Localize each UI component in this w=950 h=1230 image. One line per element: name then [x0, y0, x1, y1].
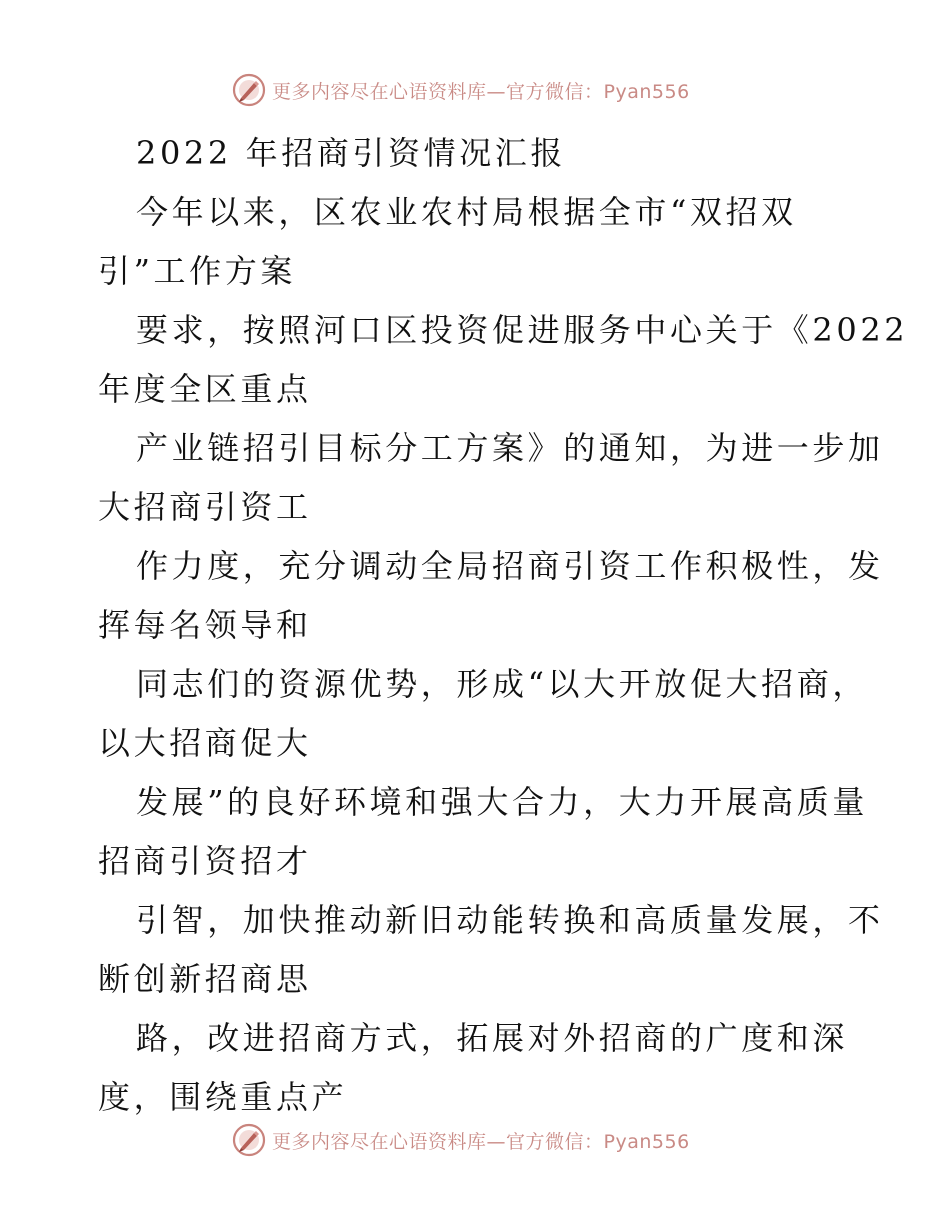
text-line: 今年以来，区农业农村局根据全市“双招双: [136, 193, 797, 231]
text-line: 大招商引资工: [98, 488, 312, 526]
text-line: 年度全区重点: [98, 370, 312, 408]
text-line: 要求，按照河口区投资促进服务中心关于《2022: [136, 311, 909, 349]
text-line: 招商引资招才: [98, 842, 312, 880]
text-line: 同志们的资源优势，形成“以大开放促大招商，: [136, 665, 868, 703]
text-line: 作力度，充分调动全局招商引资工作积极性，发: [136, 547, 884, 585]
document-title: 2022 年招商引资情况汇报: [136, 134, 567, 172]
text-line: 度，围绕重点产: [98, 1078, 348, 1116]
header-watermark: [232, 72, 690, 108]
watermark-text: 更多内容尽在心语资料库—官方微信：Pyan556: [272, 1130, 690, 1153]
watermark-text: 更多内容尽在心语资料库—官方微信：Pyan556: [272, 80, 690, 103]
pen-logo-icon: [232, 73, 266, 107]
text-line: 挥每名领导和: [98, 606, 312, 644]
document-body: [98, 124, 909, 1127]
text-line: 引”工作方案: [98, 252, 296, 290]
text-line: 产业链招引目标分工方案》的通知，为进一步加: [136, 429, 884, 467]
pen-logo-icon: [232, 1123, 266, 1157]
text-line: 引智，加快推动新旧动能转换和高质量发展，不: [136, 901, 884, 939]
footer-watermark: [232, 1122, 690, 1158]
text-line: 路，改进招商方式，拓展对外招商的广度和深: [136, 1019, 849, 1057]
text-line: 发展”的良好环境和强大合力，大力开展高质量: [136, 783, 868, 821]
text-line: 以大招商促大: [98, 724, 312, 762]
text-line: 断创新招商思: [98, 960, 312, 998]
